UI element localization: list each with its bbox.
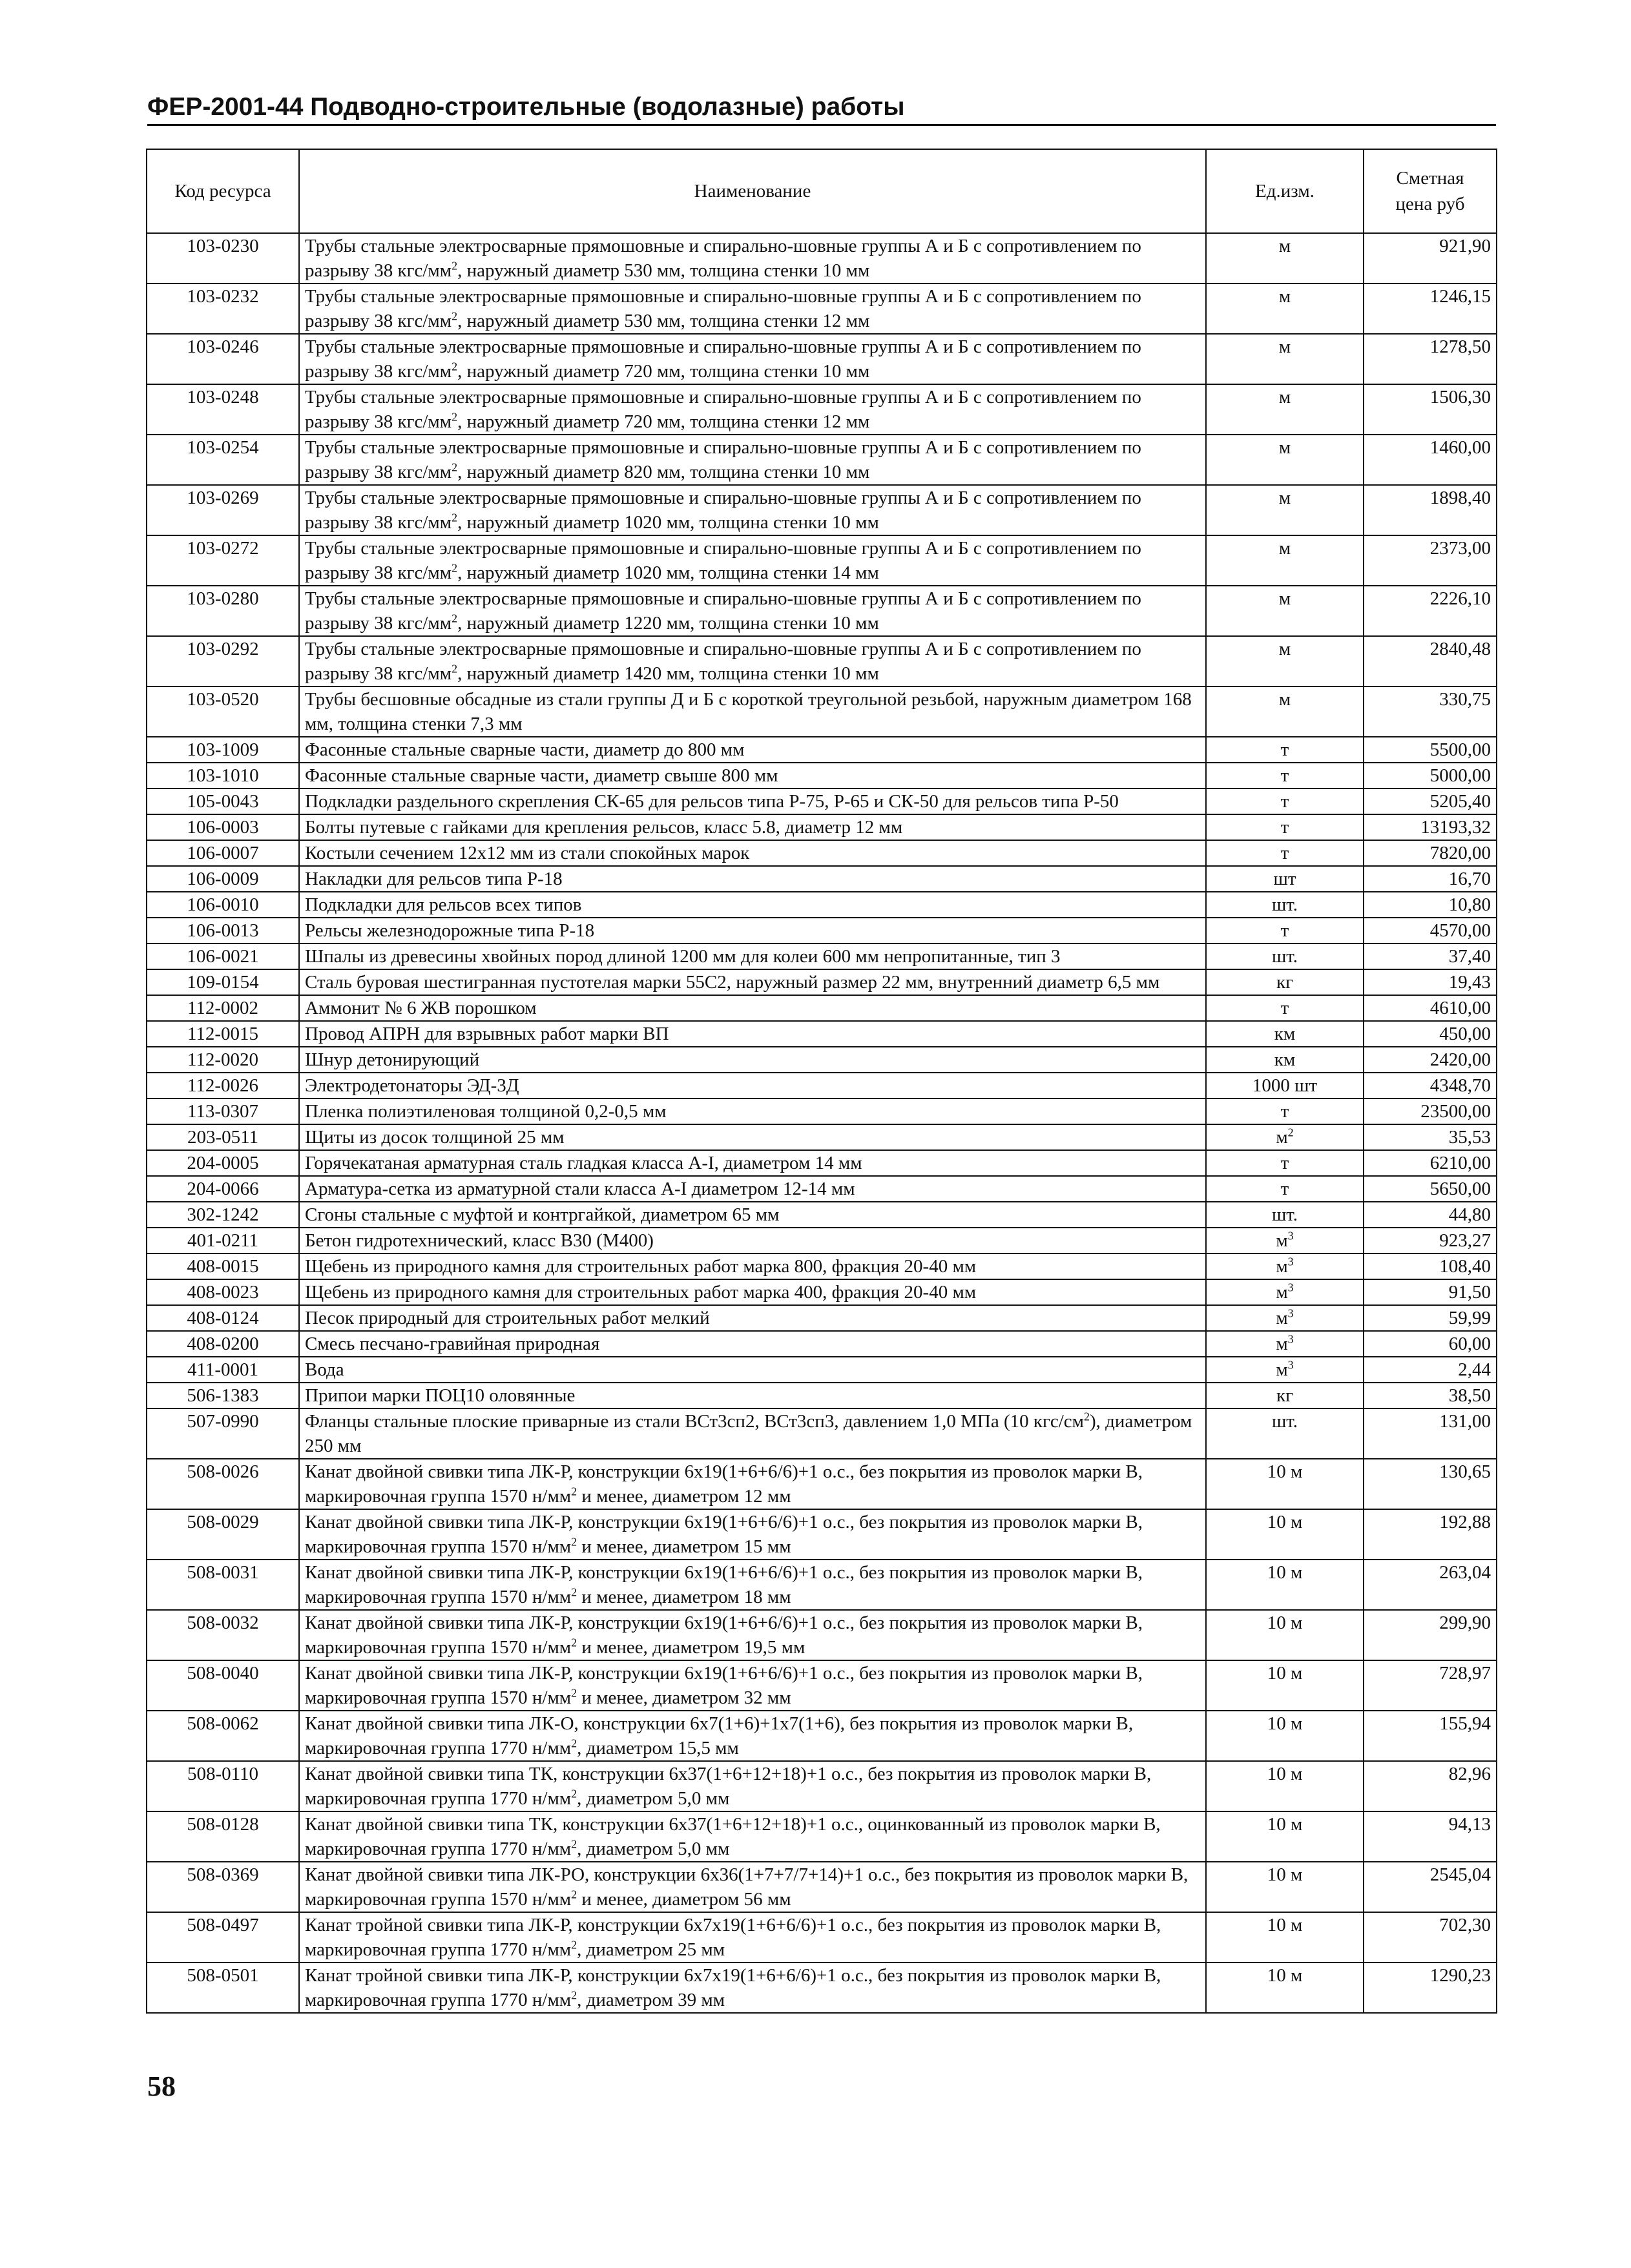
resource-name-cell: Фасонные стальные сварные части, диаметр до 800 мм (299, 737, 1206, 763)
column-header-name: Наименование (299, 149, 1206, 233)
unit-cell: т (1206, 1176, 1364, 1202)
price-cell: 1898,40 (1364, 485, 1497, 535)
unit-cell: м (1206, 233, 1364, 284)
table-row (147, 969, 1497, 995)
unit-cell: 1000 шт (1206, 1073, 1364, 1098)
unit-cell: $м^2$ (1206, 1124, 1364, 1150)
resource-code-cell: 103-0232 (147, 284, 299, 334)
price-cell: 7820,00 (1364, 840, 1497, 866)
table-row (147, 233, 1497, 284)
resource-name-cell: Трубы стальные электросварные прямошовные и спирально-шовные группы А и Б с сопротивлением по разрыву 38 кгс/$мм^2$, наружный диаметр 820 мм, толщина стенки 10 мм (299, 435, 1206, 485)
resource-code-cell: 112-0020 (147, 1047, 299, 1073)
resource-name-cell: Канат двойной свивки типа ЛК-РО, конструкции 6х36(1+7+7/7+14)+1 о.с., без покрытия из проволок марки В, маркировочная группа 1570 $н/мм^2$ и менее, диаметром 56 мм (299, 1862, 1206, 1912)
unit-cell: м (1206, 686, 1364, 737)
unit-cell: т (1206, 995, 1364, 1021)
resource-code-cell: 508-0062 (147, 1711, 299, 1761)
resource-code-cell: 103-1010 (147, 763, 299, 789)
resource-code-cell: 103-0280 (147, 586, 299, 636)
table-row (147, 1305, 1497, 1331)
resource-code-cell: 508-0029 (147, 1509, 299, 1560)
resource-code-cell: 103-0269 (147, 485, 299, 535)
resource-code-cell: 204-0005 (147, 1150, 299, 1176)
resource-name-cell: Фасонные стальные сварные части, диаметр свыше 800 мм (299, 763, 1206, 789)
price-cell: 923,27 (1364, 1228, 1497, 1253)
table-row (147, 1124, 1497, 1150)
unit-cell: 10 м (1206, 1811, 1364, 1862)
unit-cell: 10 м (1206, 1862, 1364, 1912)
resource-code-cell: 106-0003 (147, 814, 299, 840)
resource-name-cell: Канат двойной свивки типа ТК, конструкции 6х37(1+6+12+18)+1 о.с., без покрытия из проволок марки В, маркировочная группа 1770 $н/мм^2$, диаметром 5,0 мм (299, 1761, 1206, 1811)
table-row (147, 814, 1497, 840)
resource-name-cell: Канат двойной свивки типа ЛК-Р, конструкции 6х19(1+6+6/6)+1 о.с., без покрытия из проволок марки В, маркировочная группа 1570 $н/мм^2$ и менее, диаметром 18 мм (299, 1560, 1206, 1610)
unit-cell: м (1206, 535, 1364, 586)
resource-code-cell: 508-0031 (147, 1560, 299, 1610)
resource-code-cell: 106-0010 (147, 892, 299, 918)
table-row (147, 1073, 1497, 1098)
resource-code-cell: 508-0501 (147, 1963, 299, 2013)
table-row (147, 1811, 1497, 1862)
resource-code-cell: 103-0520 (147, 686, 299, 737)
resource-name-cell: Подкладки для рельсов всех типов (299, 892, 1206, 918)
resource-name-cell: Трубы бесшовные обсадные из стали группы Д и Б с короткой треугольной резьбой, наружным диаметром 168 мм, толщина стенки 7,3 мм (299, 686, 1206, 737)
resource-name-cell: Песок природный для строительных работ мелкий (299, 1305, 1206, 1331)
price-cell: 921,90 (1364, 233, 1497, 284)
table-row (147, 334, 1497, 384)
resource-name-cell: Арматура-сетка из арматурной стали класса А-I диаметром 12-14 мм (299, 1176, 1206, 1202)
unit-cell: т (1206, 789, 1364, 814)
resource-code-cell: 106-0021 (147, 943, 299, 969)
unit-cell: т (1206, 814, 1364, 840)
resource-code-cell: 113-0307 (147, 1098, 299, 1124)
resource-code-cell: 508-0110 (147, 1761, 299, 1811)
unit-cell: м (1206, 334, 1364, 384)
price-cell: 4610,00 (1364, 995, 1497, 1021)
table-row (147, 1963, 1497, 2013)
unit-cell: $м^3$ (1206, 1279, 1364, 1305)
resource-name-cell: Накладки для рельсов типа Р-18 (299, 866, 1206, 892)
unit-cell: м (1206, 636, 1364, 686)
resource-name-cell: Канат тройной свивки типа ЛК-Р, конструкции 6х7х19(1+6+6/6)+1 о.с., без покрытия из проволок марки В, маркировочная группа 1770 $н/мм^2$, диаметром 39 мм (299, 1963, 1206, 2013)
table-row (147, 1711, 1497, 1761)
resource-name-cell: Канат двойной свивки типа ЛК-Р, конструкции 6х19(1+6+6/6)+1 о.с., без покрытия из проволок марки В, маркировочная группа 1570 $н/мм^2$ и менее, диаметром 12 мм (299, 1459, 1206, 1509)
table-row (147, 636, 1497, 686)
price-cell: 2373,00 (1364, 535, 1497, 586)
resource-code-cell: 103-0230 (147, 233, 299, 284)
table-body (147, 233, 1497, 2013)
resource-code-cell: 508-0040 (147, 1660, 299, 1711)
resource-name-cell: Аммонит № 6 ЖВ порошком (299, 995, 1206, 1021)
unit-cell: $м^3$ (1206, 1305, 1364, 1331)
resource-name-cell: Болты путевые с гайками для крепления рельсов, класс 5.8, диаметр 12 мм (299, 814, 1206, 840)
table-row (147, 1761, 1497, 1811)
unit-cell: 10 м (1206, 1610, 1364, 1660)
resource-price-table (146, 149, 1497, 2014)
price-cell: 23500,00 (1364, 1098, 1497, 1124)
table-row (147, 1660, 1497, 1711)
unit-cell: 10 м (1206, 1912, 1364, 1963)
price-cell: 37,40 (1364, 943, 1497, 969)
page-header (147, 90, 1496, 126)
table-row (147, 1912, 1497, 1963)
table-row (147, 435, 1497, 485)
price-cell: 4348,70 (1364, 1073, 1497, 1098)
price-cell: 330,75 (1364, 686, 1497, 737)
unit-cell: 10 м (1206, 1509, 1364, 1560)
table-row (147, 1253, 1497, 1279)
price-cell: 2,44 (1364, 1357, 1497, 1383)
resource-name-cell: Канат двойной свивки типа ЛК-Р, конструкции 6х19(1+6+6/6)+1 о.с., без покрытия из проволок марки В, маркировочная группа 1570 $н/мм^2$ и менее, диаметром 32 мм (299, 1660, 1206, 1711)
resource-name-cell: Щебень из природного камня для строительных работ марка 400, фракция 20-40 мм (299, 1279, 1206, 1305)
unit-cell: т (1206, 918, 1364, 943)
unit-cell: км (1206, 1047, 1364, 1073)
table-row (147, 485, 1497, 535)
price-cell: 19,43 (1364, 969, 1497, 995)
resource-code-cell: 106-0007 (147, 840, 299, 866)
table-row (147, 1408, 1497, 1459)
resource-name-cell: Рельсы железнодорожные типа Р-18 (299, 918, 1206, 943)
price-cell: 728,97 (1364, 1660, 1497, 1711)
resource-code-cell: 203-0511 (147, 1124, 299, 1150)
unit-cell: м (1206, 435, 1364, 485)
resource-name-cell: Трубы стальные электросварные прямошовные и спирально-шовные группы А и Б с сопротивлением по разрыву 38 кгс/$мм^2$, наружный диаметр 720 мм, толщина стенки 10 мм (299, 334, 1206, 384)
resource-name-cell: Подкладки раздельного скрепления СК-65 для рельсов типа Р-75, Р-65 и СК-50 для рельсов типа Р-50 (299, 789, 1206, 814)
price-cell: 2226,10 (1364, 586, 1497, 636)
unit-cell: 10 м (1206, 1560, 1364, 1610)
resource-code-cell: 106-0013 (147, 918, 299, 943)
table-row (147, 737, 1497, 763)
resource-code-cell: 507-0990 (147, 1408, 299, 1459)
resource-code-cell: 506-1383 (147, 1383, 299, 1408)
resource-code-cell: 103-0292 (147, 636, 299, 686)
price-cell: 2840,48 (1364, 636, 1497, 686)
unit-cell: 10 м (1206, 1660, 1364, 1711)
resource-code-cell: 204-0066 (147, 1176, 299, 1202)
unit-cell: шт. (1206, 1202, 1364, 1228)
price-cell: 38,50 (1364, 1383, 1497, 1408)
resource-name-cell: Костыли сечением 12х12 мм из стали спокойных марок (299, 840, 1206, 866)
resource-code-cell: 408-0200 (147, 1331, 299, 1357)
table-row (147, 535, 1497, 586)
price-cell: 5650,00 (1364, 1176, 1497, 1202)
table-row (147, 892, 1497, 918)
resource-name-cell: Вода (299, 1357, 1206, 1383)
resource-code-cell: 109-0154 (147, 969, 299, 995)
resource-code-cell: 302-1242 (147, 1202, 299, 1228)
price-cell: 16,70 (1364, 866, 1497, 892)
price-cell: 6210,00 (1364, 1150, 1497, 1176)
resource-code-cell: 408-0124 (147, 1305, 299, 1331)
resource-code-cell: 112-0015 (147, 1021, 299, 1047)
price-cell: 155,94 (1364, 1711, 1497, 1761)
table-row (147, 1202, 1497, 1228)
unit-cell: шт. (1206, 892, 1364, 918)
resource-code-cell: 103-0248 (147, 384, 299, 435)
document-title: ФЕР-2001-44 Подводно-строительные (водолазные) работы (147, 93, 905, 121)
price-cell: 44,80 (1364, 1202, 1497, 1228)
table-row (147, 586, 1497, 636)
unit-cell: 10 м (1206, 1459, 1364, 1509)
table-row (147, 918, 1497, 943)
resource-name-cell: Припои марки ПОЦ10 оловянные (299, 1383, 1206, 1408)
page-number: 58 (147, 2070, 176, 2102)
resource-code-cell: 408-0015 (147, 1253, 299, 1279)
unit-cell: м (1206, 384, 1364, 435)
resource-code-cell: 408-0023 (147, 1279, 299, 1305)
resource-name-cell: Горячекатаная арматурная сталь гладкая класса А-I, диаметром 14 мм (299, 1150, 1206, 1176)
price-cell: 5000,00 (1364, 763, 1497, 789)
price-cell: 82,96 (1364, 1761, 1497, 1811)
table-row (147, 840, 1497, 866)
price-cell: 60,00 (1364, 1331, 1497, 1357)
price-cell: 2420,00 (1364, 1047, 1497, 1073)
column-header-code: Код ресурса (147, 149, 299, 233)
resource-name-cell: Сталь буровая шестигранная пустотелая марки 55С2, наружный размер 22 мм, внутренний диаметр 6,5 мм (299, 969, 1206, 995)
resource-code-cell: 401-0211 (147, 1228, 299, 1253)
resource-code-cell: 508-0497 (147, 1912, 299, 1963)
resource-name-cell: Щиты из досок толщиной 25 мм (299, 1124, 1206, 1150)
unit-cell: кг (1206, 1383, 1364, 1408)
table-row (147, 1098, 1497, 1124)
resource-name-cell: Трубы стальные электросварные прямошовные и спирально-шовные группы А и Б с сопротивлением по разрыву 38 кгс/$мм^2$, наружный диаметр 1020 мм, толщина стенки 10 мм (299, 485, 1206, 535)
resource-name-cell: Канат двойной свивки типа ЛК-О, конструкции 6х7(1+6)+1х7(1+6), без покрытия из проволок марки В, маркировочная группа 1770 $н/мм^2$, диаметром 15,5 мм (299, 1711, 1206, 1761)
table-row (147, 1862, 1497, 1912)
table-row (147, 1610, 1497, 1660)
price-cell: 13193,32 (1364, 814, 1497, 840)
resource-name-cell: Бетон гидротехнический, класс В30 (М400) (299, 1228, 1206, 1253)
table-row (147, 1357, 1497, 1383)
price-cell: 10,80 (1364, 892, 1497, 918)
price-cell: 5205,40 (1364, 789, 1497, 814)
table-row (147, 1279, 1497, 1305)
unit-cell: $м^3$ (1206, 1228, 1364, 1253)
unit-cell: 10 м (1206, 1711, 1364, 1761)
unit-cell: т (1206, 737, 1364, 763)
unit-cell: шт (1206, 866, 1364, 892)
price-cell: 130,65 (1364, 1459, 1497, 1509)
column-header-price: Сметная цена руб (1364, 149, 1497, 233)
price-cell: 450,00 (1364, 1021, 1497, 1047)
resource-name-cell: Шнур детонирующий (299, 1047, 1206, 1073)
price-cell: 192,88 (1364, 1509, 1497, 1560)
table-row (147, 686, 1497, 737)
unit-cell: 10 м (1206, 1963, 1364, 2013)
table-row (147, 995, 1497, 1021)
resource-code-cell: 103-1009 (147, 737, 299, 763)
resource-code-cell: 112-0002 (147, 995, 299, 1021)
price-cell: 1278,50 (1364, 334, 1497, 384)
table-row (147, 1383, 1497, 1408)
resource-name-cell: Смесь песчано-гравийная природная (299, 1331, 1206, 1357)
price-cell: 59,99 (1364, 1305, 1497, 1331)
resource-code-cell: 103-0272 (147, 535, 299, 586)
resource-name-cell: Шпалы из древесины хвойных пород длиной 1200 мм для колеи 600 мм непропитанные, тип 3 (299, 943, 1206, 969)
table-row (147, 1331, 1497, 1357)
unit-cell: км (1206, 1021, 1364, 1047)
resource-name-cell: Канат тройной свивки типа ЛК-Р, конструкции 6х7х19(1+6+6/6)+1 о.с., без покрытия из проволок марки В, маркировочная группа 1770 $н/мм^2$, диаметром 25 мм (299, 1912, 1206, 1963)
resource-code-cell: 112-0026 (147, 1073, 299, 1098)
price-cell: 1246,15 (1364, 284, 1497, 334)
unit-cell: $м^3$ (1206, 1331, 1364, 1357)
unit-cell: м (1206, 485, 1364, 535)
unit-cell: м (1206, 586, 1364, 636)
unit-cell: кг (1206, 969, 1364, 995)
resource-code-cell: 411-0001 (147, 1357, 299, 1383)
table-header-row (147, 149, 1497, 233)
unit-cell: 10 м (1206, 1761, 1364, 1811)
table-row (147, 384, 1497, 435)
resource-name-cell: Щебень из природного камня для строительных работ марка 800, фракция 20-40 мм (299, 1253, 1206, 1279)
resource-name-cell: Трубы стальные электросварные прямошовные и спирально-шовные группы А и Б с сопротивлением по разрыву 38 кгс/$мм^2$, наружный диаметр 530 мм, толщина стенки 12 мм (299, 284, 1206, 334)
resource-name-cell: Электродетонаторы ЭД-3Д (299, 1073, 1206, 1098)
price-cell: 4570,00 (1364, 918, 1497, 943)
resource-name-cell: Канат двойной свивки типа ЛК-Р, конструкции 6х19(1+6+6/6)+1 о.с., без покрытия из проволок марки В, маркировочная группа 1570 $н/мм^2$ и менее, диаметром 15 мм (299, 1509, 1206, 1560)
resource-code-cell: 508-0369 (147, 1862, 299, 1912)
resource-code-cell: 103-0246 (147, 334, 299, 384)
unit-cell: $м^3$ (1206, 1357, 1364, 1383)
price-cell: 94,13 (1364, 1811, 1497, 1862)
price-cell: 91,50 (1364, 1279, 1497, 1305)
resource-name-cell: Фланцы стальные плоские приварные из стали ВСт3сп2, ВСт3сп3, давлением 1,0 МПа (10 кгс/$см^2$), диаметром 250 мм (299, 1408, 1206, 1459)
resource-name-cell: Трубы стальные электросварные прямошовные и спирально-шовные группы А и Б с сопротивлением по разрыву 38 кгс/$мм^2$, наружный диаметр 1420 мм, толщина стенки 10 мм (299, 636, 1206, 686)
table-row (147, 1509, 1497, 1560)
table-row (147, 1021, 1497, 1047)
resource-code-cell: 103-0254 (147, 435, 299, 485)
resource-name-cell: Канат двойной свивки типа ТК, конструкции 6х37(1+6+12+18)+1 о.с., оцинкованный из проволок марки В, маркировочная группа 1770 $н/мм^2$, диаметром 5,0 мм (299, 1811, 1206, 1862)
price-cell: 131,00 (1364, 1408, 1497, 1459)
price-cell: 1290,23 (1364, 1963, 1497, 2013)
resource-code-cell: 508-0128 (147, 1811, 299, 1862)
price-cell: 2545,04 (1364, 1862, 1497, 1912)
unit-cell: т (1206, 763, 1364, 789)
resource-code-cell: 105-0043 (147, 789, 299, 814)
column-header-unit: Ед.изм. (1206, 149, 1364, 233)
resource-code-cell: 508-0032 (147, 1610, 299, 1660)
table-row (147, 789, 1497, 814)
resource-code-cell: 106-0009 (147, 866, 299, 892)
table-row (147, 1150, 1497, 1176)
table-row (147, 1459, 1497, 1509)
price-cell: 1506,30 (1364, 384, 1497, 435)
resource-name-cell: Трубы стальные электросварные прямошовные и спирально-шовные группы А и Б с сопротивлением по разрыву 38 кгс/$мм^2$, наружный диаметр 720 мм, толщина стенки 12 мм (299, 384, 1206, 435)
resource-name-cell: Сгоны стальные с муфтой и контргайкой, диаметром 65 мм (299, 1202, 1206, 1228)
price-cell: 263,04 (1364, 1560, 1497, 1610)
table-row (147, 943, 1497, 969)
price-cell: 108,40 (1364, 1253, 1497, 1279)
resource-name-cell: Канат двойной свивки типа ЛК-Р, конструкции 6х19(1+6+6/6)+1 о.с., без покрытия из проволок марки В, маркировочная группа 1570 $н/мм^2$ и менее, диаметром 19,5 мм (299, 1610, 1206, 1660)
unit-cell: $м^3$ (1206, 1253, 1364, 1279)
unit-cell: шт. (1206, 943, 1364, 969)
resource-name-cell: Трубы стальные электросварные прямошовные и спирально-шовные группы А и Б с сопротивлением по разрыву 38 кгс/$мм^2$, наружный диаметр 1220 мм, толщина стенки 10 мм (299, 586, 1206, 636)
unit-cell: шт. (1206, 1408, 1364, 1459)
price-cell: 5500,00 (1364, 737, 1497, 763)
table-row (147, 284, 1497, 334)
resource-name-cell: Провод АПРН для взрывных работ марки ВП (299, 1021, 1206, 1047)
table-row (147, 1560, 1497, 1610)
resource-name-cell: Трубы стальные электросварные прямошовные и спирально-шовные группы А и Б с сопротивлением по разрыву 38 кгс/$мм^2$, наружный диаметр 1020 мм, толщина стенки 14 мм (299, 535, 1206, 586)
table-row (147, 866, 1497, 892)
price-cell: 1460,00 (1364, 435, 1497, 485)
unit-cell: т (1206, 1150, 1364, 1176)
unit-cell: т (1206, 1098, 1364, 1124)
table-row (147, 763, 1497, 789)
resource-name-cell: Пленка полиэтиленовая толщиной 0,2-0,5 мм (299, 1098, 1206, 1124)
table-row (147, 1228, 1497, 1253)
resource-code-cell: 508-0026 (147, 1459, 299, 1509)
table-row (147, 1047, 1497, 1073)
price-cell: 35,53 (1364, 1124, 1497, 1150)
unit-cell: т (1206, 840, 1364, 866)
price-cell: 299,90 (1364, 1610, 1497, 1660)
resource-name-cell: Трубы стальные электросварные прямошовные и спирально-шовные группы А и Б с сопротивлением по разрыву 38 кгс/$мм^2$, наружный диаметр 530 мм, толщина стенки 10 мм (299, 233, 1206, 284)
table-row (147, 1176, 1497, 1202)
price-cell: 702,30 (1364, 1912, 1497, 1963)
unit-cell: м (1206, 284, 1364, 334)
